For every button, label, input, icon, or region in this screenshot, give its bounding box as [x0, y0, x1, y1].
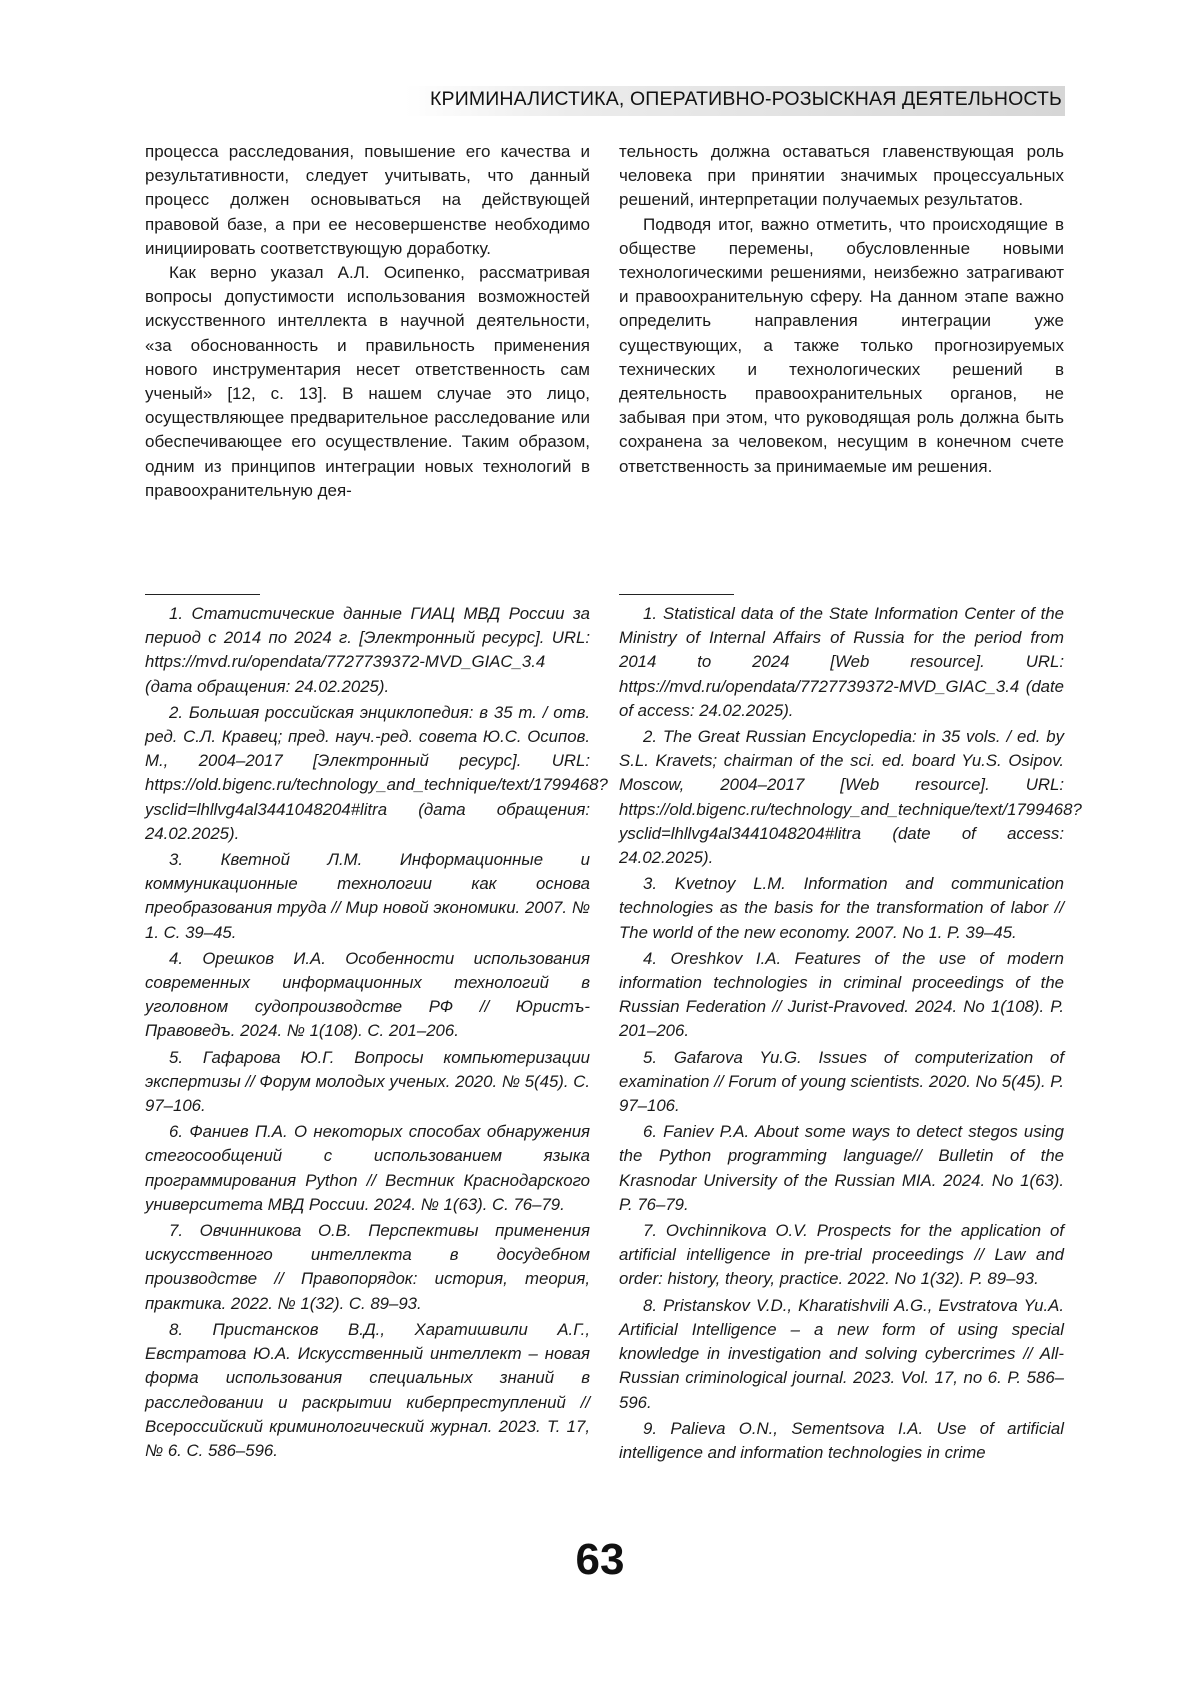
body-paragraph: процесса расследования, повышение его качества и результативности, следует учитывать, что данный процесс должен основываться на действующей правовой базе, а при ее несовершенстве необходимо инициировать соответствующую доработку.: [145, 142, 590, 258]
reference-item: 6. Фаниев П.А. О некоторых способах обнаружения стегосообщений с использованием языка программирования Python // Вестник Краснодарского университета МВД России. 2024. № 1(63). С. 76–79.: [145, 1122, 590, 1214]
reference-item: 7. Ovchinnikova O.V. Prospects for the application of artificial intelligence in pre-trial proceedings // Law and order: history, theory, practice. 2022. No 1(32). P. 89–93.: [619, 1221, 1064, 1289]
body-text-left-column: [145, 140, 590, 503]
reference-item: 8. Pristanskov V.D., Kharatishvili A.G., Evstratova Yu.A. Artificial Intelligence – a new form of using special knowledge in investigation and solving cybercrimes // All-Russian criminological journal. 2023. Vol. 17, no 6. P. 586–596.: [619, 1295, 1064, 1412]
reference-item: 6. Faniev P.A. About some ways to detect stegos using the Python programming language// Bulletin of the Krasnodar University of the Russian MIA. 2024. No 1(63). P. 76–79.: [619, 1122, 1064, 1214]
reference-item: 7. Овчинникова О.В. Перспективы применения искусственного интеллекта в досудебном производстве // Правопорядок: история, теория, практика. 2022. № 1(32). С. 89–93.: [145, 1221, 590, 1313]
body-paragraph: Подводя итог, важно отметить, что происходящие в обществе перемены, обусловленные новыми технологическими решениями, неизбежно затрагивают и правоохранительную сферу. На данном этапе важно определить направления интеграции уже существующих, а также только прогнозируемых технических и технологических решений в деятельность правоохранительных органов, не забывая при этом, что руководящая роль должна быть сохранена за человеком, несущим в конечном счете ответственность за принимаемые им решения.: [619, 214, 1064, 476]
reference-item: 4. Орешков И.А. Особенности использования современных информационных технологий в уголовном судопроизводстве РФ // Юристъ-Правоведъ. 2024. № 1(108). С. 201–206.: [145, 948, 590, 1041]
body-text-right-column: [619, 140, 1064, 479]
reference-item: 5. Gafarova Yu.G. Issues of computerization of examination // Forum of young scientists. 2020. No 5(45). P. 97–106.: [619, 1047, 1064, 1116]
references-russian: [145, 602, 608, 1465]
reference-item: 5. Гафарова Ю.Г. Вопросы компьютеризации экспертизы // Форум молодых ученых. 2020. № 5(45). С. 97–106.: [145, 1047, 590, 1116]
body-paragraph: Как верно указал А.Л. Осипенко, рассматривая вопросы допустимости использования возможностей искусственного интеллекта в научной деятельности, «за обоснованность и правильность применения нового инструментария несет ответственность сам ученый» [12, с. 13]. В нашем случае это лицо, осуществляющее предварительное расследование или обеспечивающее его осуществление. Таким образом, одним из принципов интеграции новых технологий в правоохранительную дея-: [145, 263, 590, 500]
page-number: 63: [575, 1535, 625, 1584]
section-title: КРИМИНАЛИСТИКА, ОПЕРАТИВНО-РОЗЫСКНАЯ ДЕЯТЕЛЬНОСТЬ: [430, 88, 1062, 110]
reference-item: 1. Статистические данные ГИАЦ МВД России за период с 2014 по 2024 г. [Электронный ресурс]. URL: https://mvd.ru/opendata/7727739372-MVD_GIAC_3.4 (дата обращения: 24.02.2025).: [145, 604, 590, 696]
footnote-rule-left: [145, 594, 260, 595]
reference-item: 3. Kvetnoy L.M. Information and communication technologies as the basis for the transformation of labor // The world of the new economy. 2007. No 1. P. 39–45.: [619, 874, 1064, 942]
reference-item: 2. The Great Russian Encyclopedia: in 35 vols. / ed. by S.L. Kravets; chairman of the sci. ed. board Yu.S. Osipov. Moscow, 2004–2017 [Web resource]. URL: https://old.bigenc.ru/technology_and_technique/text/1799468?ysclid=lhllvg4al3441048204#litra (date of access: 24.02.2025).: [619, 727, 1082, 868]
footnote-rule-right: [619, 594, 734, 595]
reference-item: 8. Пристансков В.Д., Харатишвили А.Г., Евстратова Ю.А. Искусственный интеллект – новая форма использования специальных знаний в расследовании и раскрытии киберпреступлений // Всероссийский криминологический журнал. 2023. Т. 17, № 6. С. 586–596.: [145, 1319, 590, 1460]
reference-item: 4. Oreshkov I.A. Features of the use of modern information technologies in criminal proceedings of the Russian Federation // Jurist-Pravoved. 2024. No 1(108). P. 201–206.: [619, 948, 1064, 1041]
references-english: [619, 602, 1082, 1467]
reference-item: 3. Кветной Л.М. Информационные и коммуникационные технологии как основа преобразования труда // Мир новой экономики. 2007. № 1. С. 39–45.: [145, 850, 590, 942]
reference-item: 2. Большая российская энциклопедия: в 35 т. / отв. ред. С.Л. Кравец; пред. науч.-ред. совета Ю.С. Осипов. М., 2004–2017 [Электронный ресурс]. URL: https://old.bigenc.ru/technology_and_technique/text/1799468?ysclid=lhllvg4al3441048204#litra (дата обращения: 24.02.2025).: [145, 702, 608, 843]
reference-item: 9. Palieva O.N., Sementsova I.A. Use of artificial intelligence and information technologies in crime: [619, 1418, 1064, 1462]
reference-item: 1. Statistical data of the State Information Center of the Ministry of Internal Affairs of Russia for the period from 2014 to 2024 [Web resource]. URL: https://mvd.ru/opendata/7727739372-MVD_GIAC_3.4 (date of access: 24.02.2025).: [619, 604, 1064, 720]
body-paragraph: тельность должна оставаться главенствующая роль человека при принятии значимых процессуальных решений, интерпретации получаемых результатов.: [619, 142, 1064, 210]
